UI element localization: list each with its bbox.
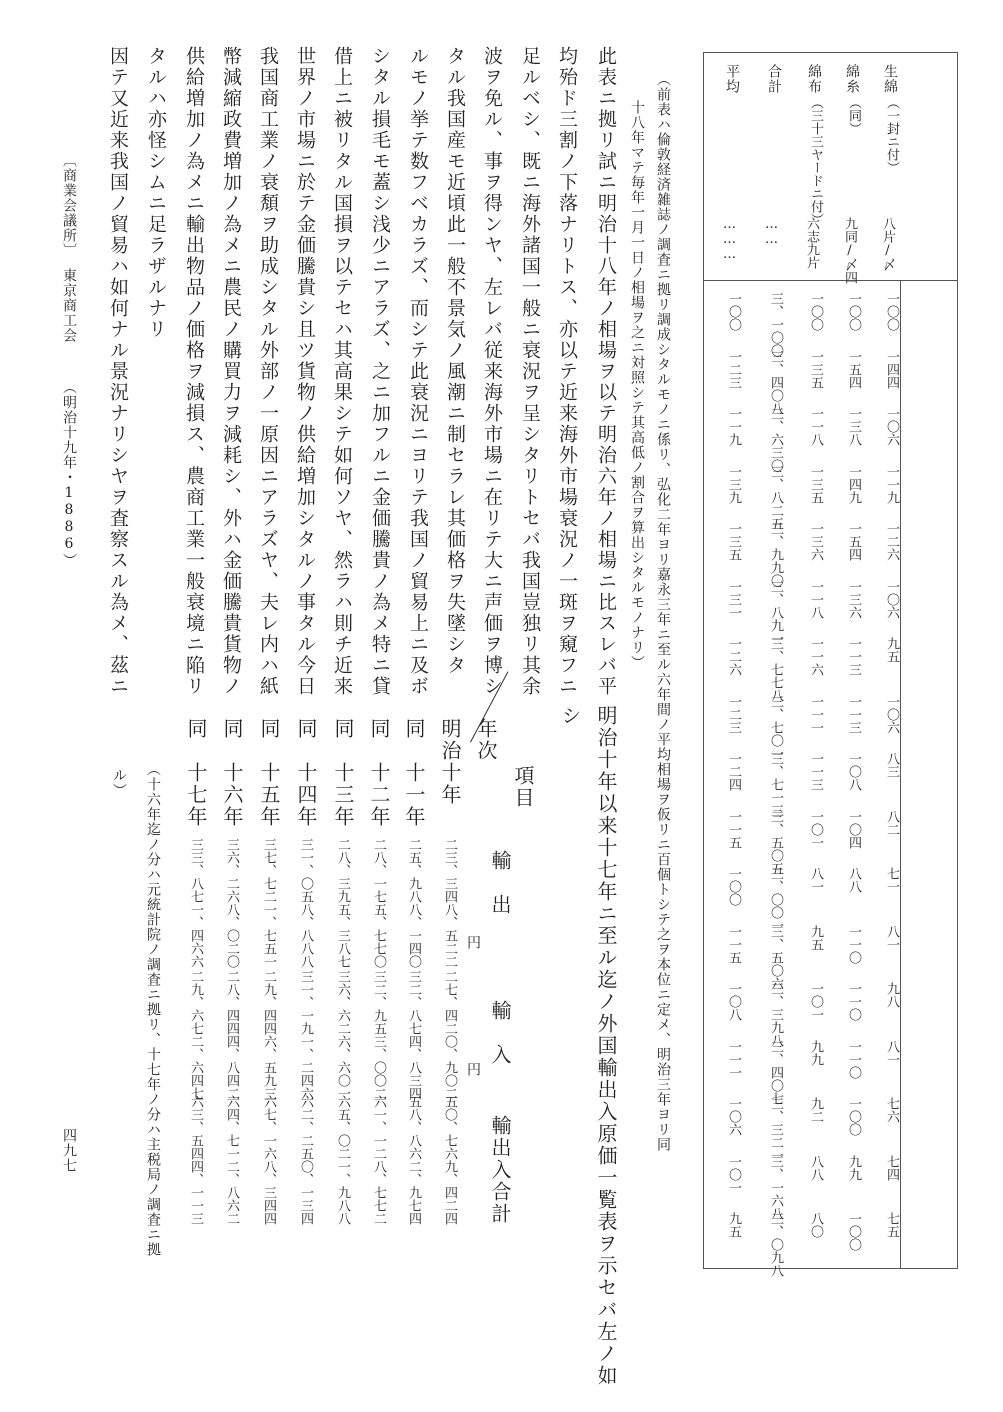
table-cell: 一二六 [726,637,741,676]
table-cell: 三、〇九八 [768,1212,783,1277]
trade-import: 三二、八七四、八三四 [406,970,421,1100]
table-cell: 一〇〇 [726,867,741,906]
body-line: 借上ニ被リタル国損ヲ以テセハ其高果シテ如何ソヤ、然ラハ則チ近来 [331,46,353,697]
table-cell: 三、四〇八 [768,349,783,415]
table-header-name: 平均 [724,64,740,94]
table-cell: 八一 [884,1039,899,1066]
table-cell: 一三一 [726,579,741,619]
table-cell: 三、三九八 [768,982,783,1047]
col-total: 輸出入合計 [488,1115,512,1225]
table-header-unit: （三十三ヤードニ付） [808,96,823,226]
body-line: 此表ニ拠リ試ニ明治十八年ノ相場ヲ以テ明治六年ノ相場ニ比スレバ平 [595,46,617,697]
export-unit: 円 [465,935,481,950]
table-cell: 八一 [808,867,823,893]
table-cell: 一四九 [846,464,861,504]
intro-line-2: シ [558,705,582,727]
table-cell: 一〇〇 [884,292,899,331]
table-cell: 九五 [884,637,899,663]
trade-year: 同 十六年 [220,718,244,828]
trade-year: 明治十年 [438,718,462,806]
trade-import: 二八、四四四、八四二 [224,970,239,1100]
trade-import: 三二、九五三、〇〇二 [371,970,386,1100]
table-cell: 一三六 [846,579,861,619]
trade-total: 六五、〇二一、九八八 [335,1095,350,1225]
table-cell: 一〇六 [884,407,899,446]
table-header-base: 八片/〆 [880,217,895,271]
page-number: 四九七 [61,1128,77,1173]
table-cell: 一〇六 [726,1097,741,1136]
table-cell: 一一〇 [846,924,861,964]
table-cell: 九五 [726,1212,741,1238]
source-label: 〔商業会議所〕 [61,153,77,258]
trade-export: 三三、八七一、四六六 [188,838,203,968]
table-cell: 一二三 [726,349,741,389]
col-item: 項目 [511,765,535,809]
body-line: 幣減縮政費増加ノ為メニ農民ノ購買力ヲ減耗シ、外ハ金価騰貴貨物ノ [220,46,242,697]
table-cell: 九二 [808,1097,823,1123]
table-cell: 三、五〇六 [768,924,783,990]
table-cell: 一〇六 [884,579,899,619]
table-cell: 一〇八 [846,752,861,791]
body-line: 世界ノ市場ニ於テ金価騰貴シ且ツ貨物ノ供給増加シタルノ事タル今日 [294,46,316,697]
table-cell: 三、八二五 [768,464,783,530]
table-cell: 八一 [884,924,899,951]
trade-import: 二七、四二〇、九〇二 [442,970,457,1100]
table-cell: 一一五 [726,809,741,849]
table-cell: 一一三 [846,694,861,734]
trade-export: 三六、二六八、〇二〇 [224,838,239,968]
publisher-label: 東京商工会 [61,268,77,343]
table-cell: 一三六 [808,522,823,561]
price-index-table [703,52,958,1277]
trade-year: 同 十一年 [402,718,426,828]
table-cell: 一三五 [808,464,823,504]
table-cell: 一三五 [808,349,823,389]
table-cell: 一三五 [726,522,741,561]
trade-import: 二九、四四六、五九三 [261,970,276,1100]
body-line: ルモノ挙テ数フベカラズ、而シテ此衰況ニヨリテ我国ノ貿易上ニ及ボ [407,46,429,697]
table-header-base: 六志九片 [804,217,819,269]
table-cell: 三、七一三 [768,752,783,817]
body-line: 足ルベシ、既ニ海外諸国一般ニ衰況ヲ呈シタリトセバ我国豈独リ其余 [519,46,541,697]
table-cell: 八八 [808,1154,823,1181]
table-cell: 九九 [808,1039,823,1066]
table-header-base: ……… [722,217,737,262]
table-cell: 一〇八 [726,982,741,1021]
table-cell: 一一一 [808,694,823,734]
table-cell: 一五四 [846,349,861,389]
table-header-unit: （同） [846,96,861,135]
table-cell: 一三九 [726,464,741,504]
trade-export: 三七、七二一、七五一 [261,838,276,968]
table-cell: 一二三 [726,694,741,734]
table-header-base: 九同/〆四 [842,217,857,284]
table-cell: 一〇一 [726,1154,741,1194]
trade-export: 二八、三九五、三八七 [335,838,350,968]
table-header-name: 合計 [766,64,782,94]
col-year: 年次 [474,718,498,762]
table-cell: 一〇一 [808,809,823,849]
table-cell: 一〇〇 [846,1097,861,1136]
table-note-2: 十八年マテ毎年一月一日ノ相場ヲ之ニ対照シテ其高低ノ割合ヲ算出シタルモノナリ） [629,100,645,670]
trade-export: 二五、九八八、一四〇 [406,838,421,968]
table-cell: 三、七七八 [768,637,783,702]
table-cell: 七六 [884,1097,899,1123]
table-cell: 三、七〇一 [768,694,783,760]
trade-year: 同 十七年 [184,718,208,828]
table-header-name: 綿布 [806,64,822,94]
table-cell: 一〇一 [808,982,823,1021]
table-cell: 一〇四 [846,809,861,849]
table-cell: 一〇〇 [726,292,741,331]
table-cell: 三、六三〇 [768,407,783,472]
trade-import: 三一、一九一、二四六 [298,970,313,1100]
table-cell: 七五 [884,1212,899,1238]
body-line: 我国商工業ノ衰頽ヲ助成シタル外部ノ一原因ニアラズヤ、夫レ内ハ紙 [257,46,279,697]
table-cell: 一〇六 [884,694,899,734]
table-cell: 八〇 [808,1212,823,1238]
table-cell: 九五 [808,924,823,951]
table-cell: 三、一六八 [768,1154,783,1220]
body-line: 均殆ド三割ノ下落ナリトス、亦以テ近来海外市場衰況ノ一斑ヲ窺フニ [556,46,578,697]
table-cell: 一一三 [846,637,861,676]
table-cell: 八二 [884,809,899,836]
table-cell: 一一三 [808,752,823,791]
table-cell: 九九 [846,1154,861,1181]
trade-footnote-1: （十六年迄ノ分ハ元統計院ノ調査ニ拠リ、十七年ノ分ハ主税局ノ調査ニ拠 [145,762,161,1257]
table-cell: 一〇〇 [846,292,861,331]
trade-export: 二三、三四八、五二二 [442,838,457,968]
table-header-base: …… [764,217,779,247]
trade-year: 同 十四年 [294,718,318,828]
col-export: 輸 出 [488,850,512,916]
table-cell: 三、四〇七 [768,1039,783,1105]
trade-export: 三一、〇五八、八八八 [298,838,313,968]
table-header-name: 生綿 [882,64,898,94]
table-cell: 三、一〇〇 [768,292,783,357]
intro-line-1: 明治十年以来十七年ニ至ル迄ノ外国輸出入原価一覧表ヲ示セバ左ノ如 [594,705,618,1387]
body-line: シタル損毛モ蓋シ浅少ニアラズ、之ニ加フルニ金価騰貴ノ為メ特ニ貸 [369,46,391,697]
trade-import: 二九、六七二、六四七 [188,970,203,1100]
table-cell: 七四 [884,1154,899,1181]
table-note-1: （前表ハ倫敦経済雑誌ノ調査ニ拠リ調成シタルモノニ係リ、弘化二年ヨリ嘉永三年ニ至ル六年間ノ平均相場ヲ仮リニ百個トシテ之ヲ本位ニ定メ、明治三年ヨリ同 [655,72,671,1152]
table-cell: 八八 [846,867,861,893]
date-label: （明治十九年・1886） [61,380,77,568]
table-header-unit: （一封ニ付） [884,96,899,174]
table-cell: 一一五 [726,924,741,964]
trade-total: 五八、八六二、九七四 [406,1095,421,1225]
table-cell: 三、八九一 [768,579,783,645]
table-cell: 一〇〇 [808,292,823,331]
trade-year: 同 十二年 [367,718,391,828]
table-cell: 三、〇〇一 [768,867,783,932]
trade-total: 五〇、七六九、四二四 [442,1095,457,1225]
body-line: 供給増加ノ為メニ輸出物品ノ価格ヲ減損ス、農商工業一般衰境ニ陥リ [183,46,205,697]
import-unit: 円 [465,1062,481,1077]
table-cell: 一二六 [884,522,899,561]
body-line: タル我国産モ近頃此一般不景気ノ風潮ニ制セラレ其価格ヲ失墜シタ [444,46,466,676]
table-cell: 一二四 [726,752,741,791]
table-cell: 一一九 [884,464,899,504]
table-cell: 一一一 [726,1039,741,1079]
table-cell: 一四四 [884,349,899,389]
col-import: 輸 入 [488,1000,512,1066]
table-cell: 三、三二一 [768,1097,783,1162]
trade-year: 同 十五年 [257,718,281,828]
body-line: 因テ又近来我国ノ貿易ハ如何ナル景況ナリシヤヲ査察スル為メ、茲ニ [107,46,129,697]
trade-import: 三六、六二六、六〇一 [335,970,350,1100]
table-cell: 一一九 [726,407,741,446]
trade-year: 同 十三年 [331,718,355,828]
table-cell: 三、五〇五 [768,809,783,875]
trade-export: 二八、一七五、七七〇 [371,838,386,968]
trade-total: 六二、二五〇、一三四 [298,1095,313,1225]
trade-total: 六七、一六八、三四四 [261,1095,276,1225]
table-cell: 一一〇 [846,1039,861,1079]
table-cell: 一一〇 [846,982,861,1021]
table-cell: 一三八 [846,407,861,446]
table-cell: 一一八 [808,579,823,619]
trade-total: 六三、五四四、一一三 [188,1095,203,1225]
body-line: 波ヲ免ル、事ヲ得ンヤ、左レバ従来海外市場ニ在リテ大ニ声価ヲ博シ [481,46,503,697]
table-cell: 一五四 [846,522,861,561]
body-line: タルハ亦怪シムニ足ラザルナリ [145,46,167,340]
table-cell: 九八 [884,982,899,1008]
table-cell: 一一六 [808,637,823,676]
table-cell: 七一 [884,867,899,893]
trade-total: 六四、七一二、八六二 [224,1095,239,1225]
trade-footnote-2: ル） [111,768,127,798]
trade-total: 六一、一二八、七七二 [371,1095,386,1225]
table-cell: 一〇〇 [846,1212,861,1251]
table-cell: 一一八 [808,407,823,446]
table-header-name: 綿糸 [844,64,860,94]
table-cell: 八三 [884,752,899,778]
table-cell: 三、九九〇 [768,522,783,587]
